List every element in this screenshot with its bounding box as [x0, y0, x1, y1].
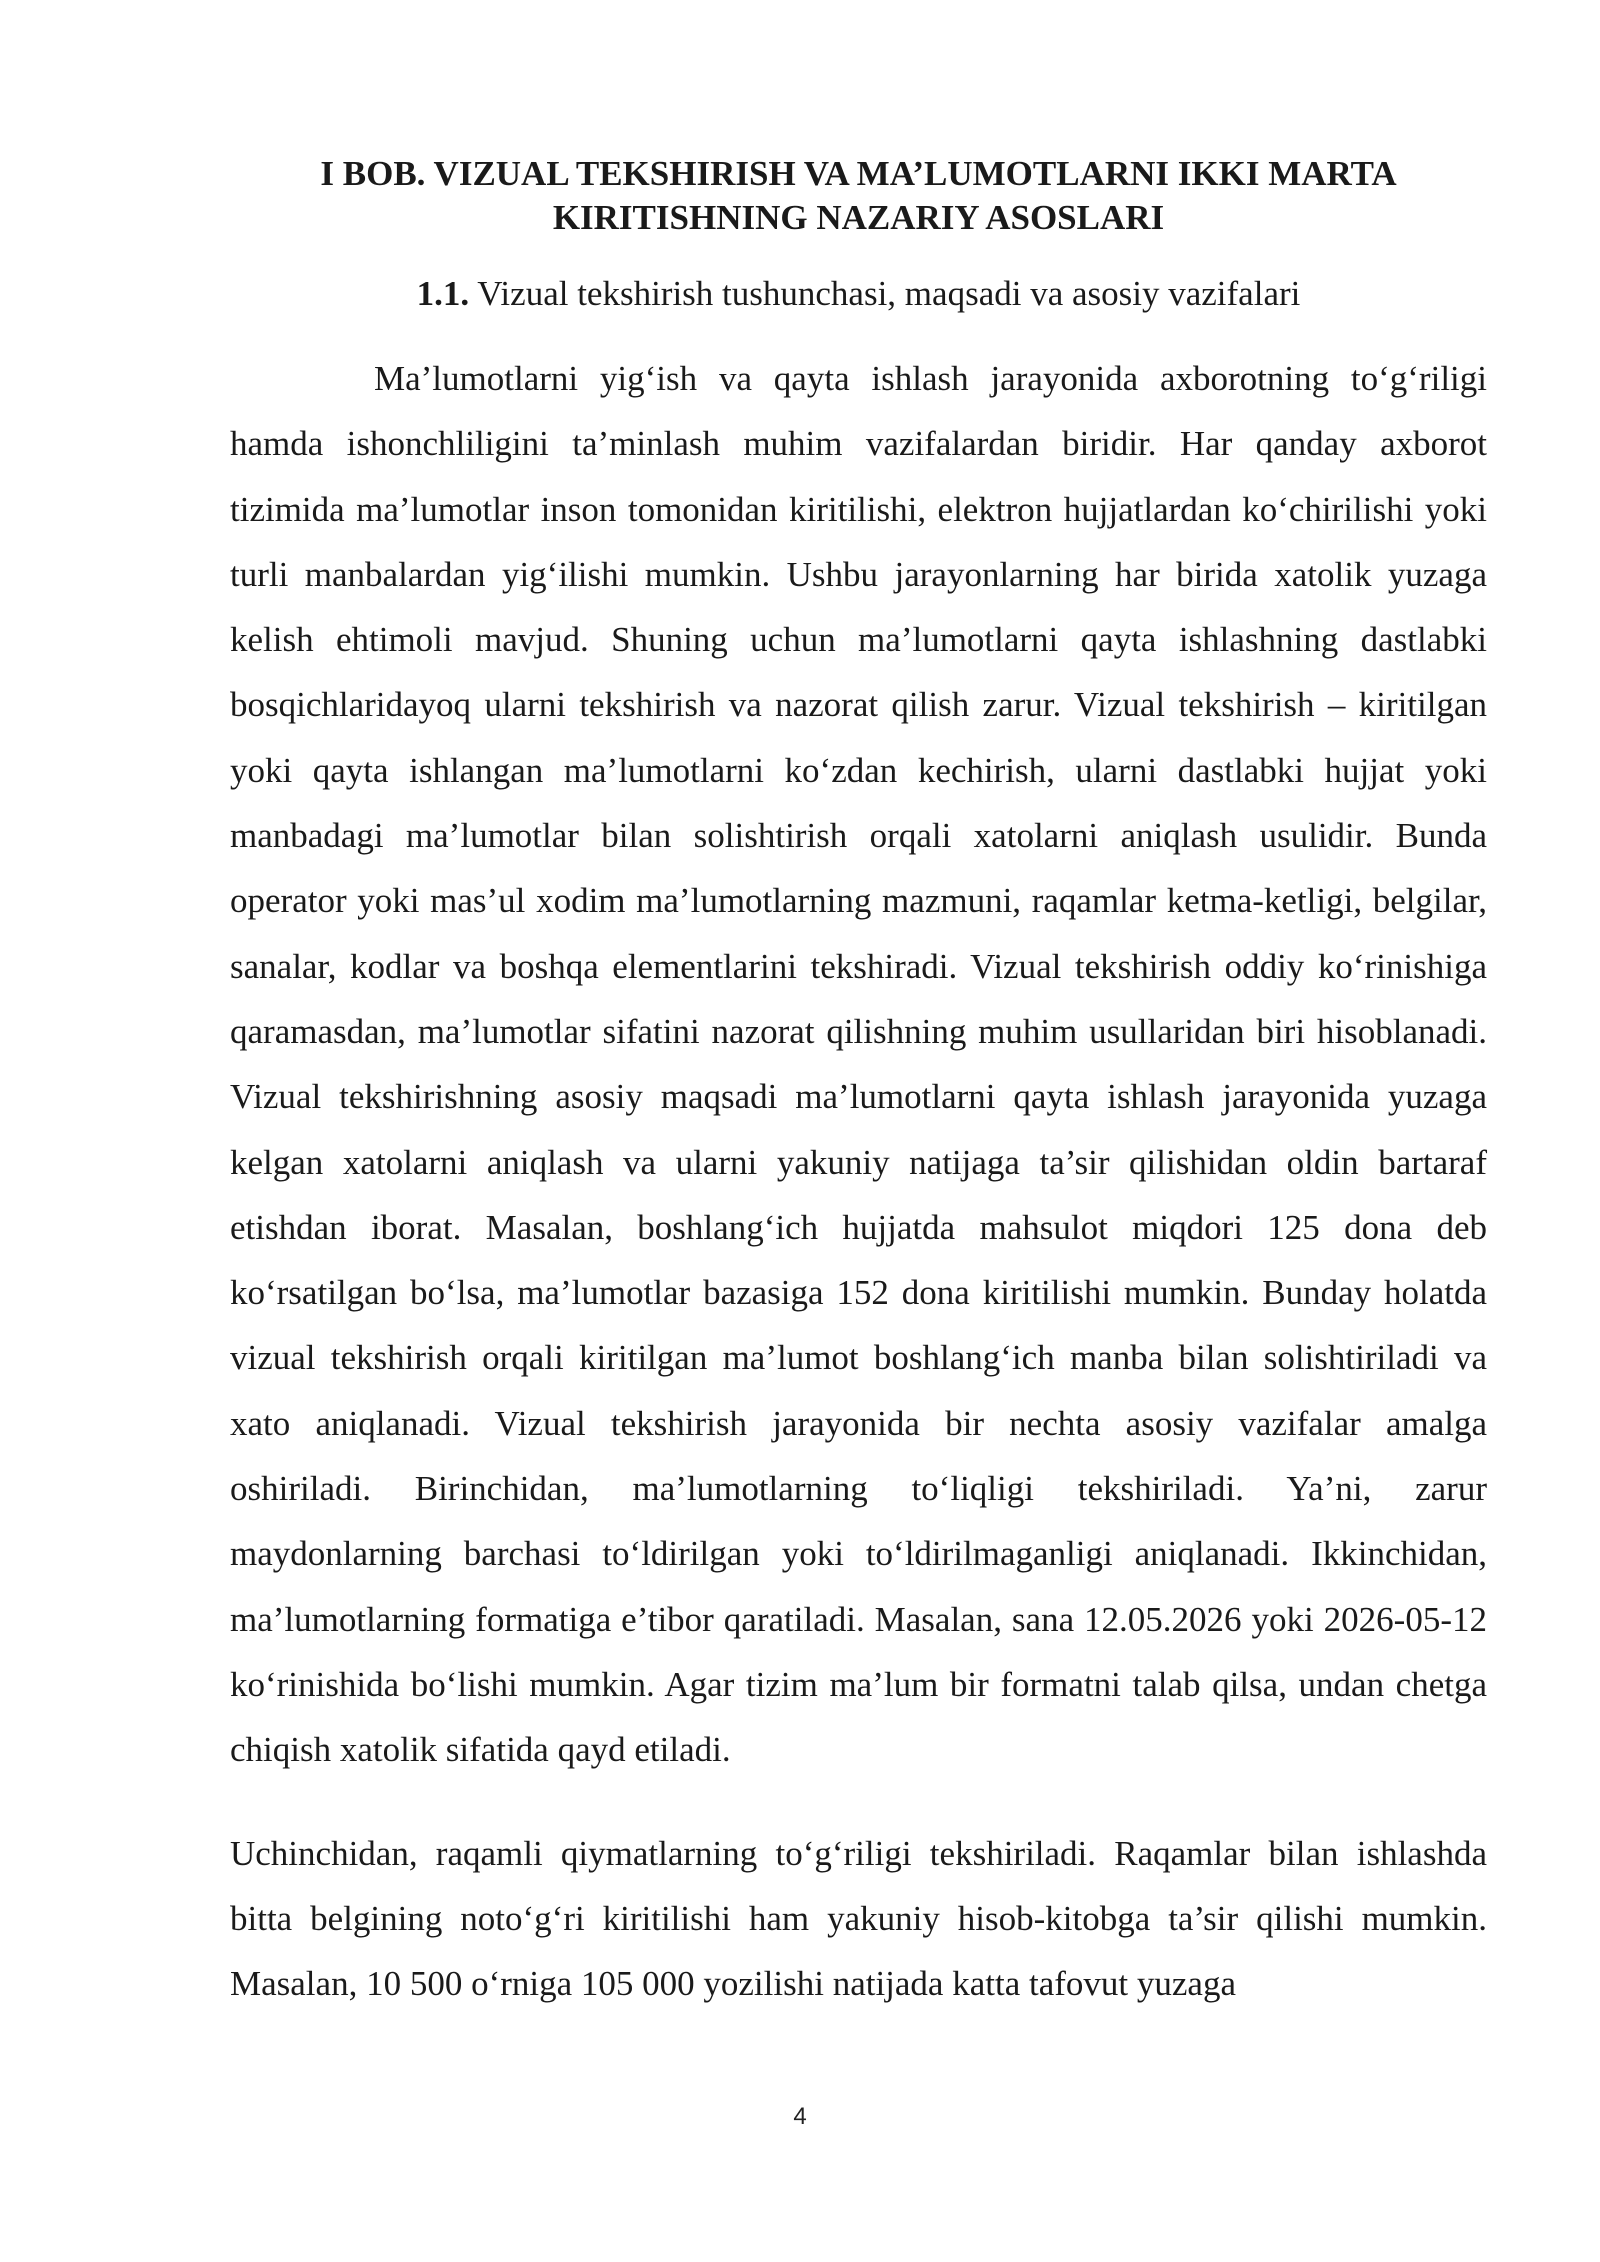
- body-paragraph-1: Ma’lumotlarni yig‘ish va qayta ishlash jarayonida axborotning to‘g‘riligi hamda ishonchliligini ta’minlash muhim vazifalardan biridir. Har qanday axborot tizimida ma’lumotlar inson tomonidan kiritilishi, elektron hujjatlardan ko‘chirilishi yoki turli manbalardan yig‘ilishi mumkin. Ushbu jarayonlarning har birida xatolik yuzaga kelish ehtimoli mavjud. Shuning uchun ma’lumotlarni qayta ishlashning dastlabki bosqichlaridayoq ularni tekshirish va nazorat qilish zarur. Vizual tekshirish – kiritilgan yoki qayta ishlangan ma’lumotlarni ko‘zdan kechirish, ularni dastlabki hujjat yoki manbadagi ma’lumotlar bilan solishtirish orqali xatolarni aniqlash usulidir. Bunda operator yoki mas’ul xodim ma’lumotlarning mazmuni, raqamlar ketma-ketligi, belgilar, sanalar, kodlar va boshqa elementlarini tekshiradi. Vizual tekshirish oddiy ko‘rinishiga qaramasdan, ma’lumotlar sifatini nazorat qilishning muhim usullaridan biri hisoblanadi. Vizual tekshirishning asosiy maqsadi ma’lumotlarni qayta ishlash jarayonida yuzaga kelgan xatolarni aniqlash va ularni yakuniy natijaga ta’sir qilishidan oldin bartaraf etishdan iborat. Masalan, boshlang‘ich hujjatda mahsulot miqdori 125 dona deb ko‘rsatilgan bo‘lsa, ma’lumotlar bazasiga 152 dona kiritilishi mumkin. Bunday holatda vizual tekshirish orqali kiritilgan ma’lumot boshlang‘ich manba bilan solishtiriladi va xato aniqlanadi. Vizual tekshirish jarayonida bir nechta asosiy vazifalar amalga oshiriladi. Birinchidan, ma’lumotlarning to‘liqligi tekshiriladi. Ya’ni, zarur maydonlarning barchasi to‘ldirilgan yoki to‘ldirilmaganligi aniqlanadi. Ikkinchidan, ma’lumotlarning formatiga e’tibor qaratiladi. Masalan, sana 12.05.2026 yoki 2026-05-12 ko‘rinishida bo‘lishi mumkin. Agar tizim ma’lum bir formatni talab qilsa, undan chetga chiqish xatolik sifatida qayd etiladi.: [230, 359, 1487, 1770]
- chapter-title-line-1: I BOB. VIZUAL TEKSHIRISH VA MA’LUMOTLARNI IKKI MARTA: [320, 154, 1397, 193]
- section-title: [230, 270, 1487, 318]
- body-paragraph-2: Uchinchidan, raqamli qiymatlarning to‘g‘riligi tekshiriladi. Raqamlar bilan ishlashda bitta belgining noto‘g‘ri kiritilishi ham yakuniy hisob-kitobga ta’sir qilishi mumkin. Masalan, 10 500 o‘rniga 105 000 yozilishi natijada katta tafovut yuzaga: [230, 1833, 1487, 2004]
- section-title-text: Vizual tekshirish tushunchasi, maqsadi va asosiy vazifalari: [469, 274, 1301, 313]
- section-number: 1.1.: [416, 274, 470, 313]
- chapter-title-line-2: KIRITISHNING NAZARIY ASOSLARI: [552, 198, 1165, 237]
- chapter-title: [230, 152, 1487, 240]
- page-number: 4: [793, 2103, 807, 2130]
- page-content: [230, 152, 1487, 2016]
